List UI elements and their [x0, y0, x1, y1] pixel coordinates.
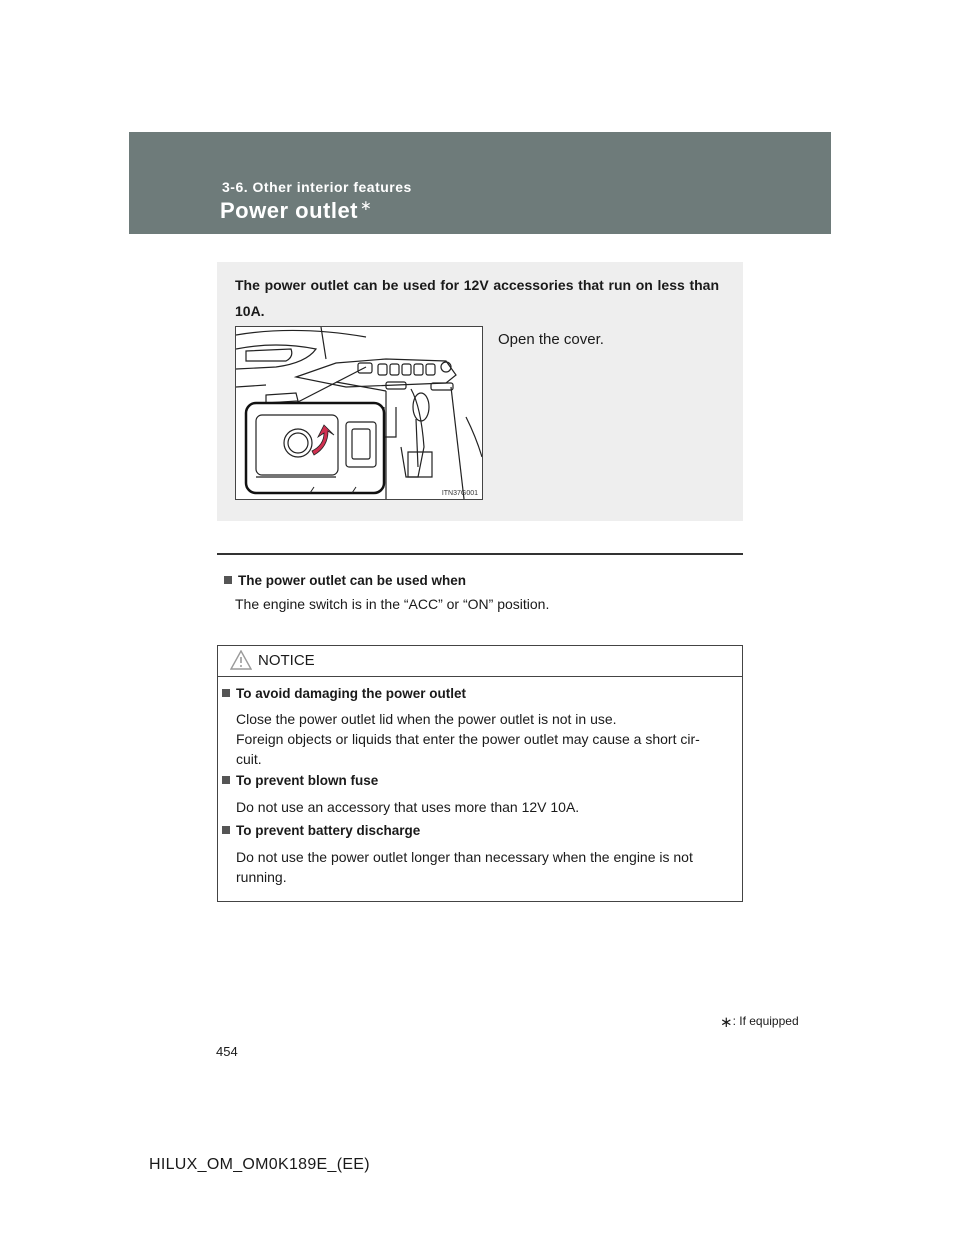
step-text: Open the cover. [498, 331, 604, 348]
notice-label: NOTICE [258, 652, 315, 669]
notice-item-heading-text: To prevent blown fuse [236, 773, 379, 788]
info-heading-text: The power outlet can be used when [238, 573, 467, 588]
if-equipped-mark: ∗ [360, 197, 373, 213]
info-heading [224, 573, 466, 588]
illustration-code: ITN37G001 [441, 490, 478, 497]
notice-item-heading-text: To avoid damaging the power outlet [236, 686, 467, 701]
notice-item-text: Foreign objects or liquids that enter the power outlet may cause a short cir- [236, 731, 700, 747]
notice-item-text: Do not use an accessory that uses more than 12V 10A. [236, 799, 580, 815]
notice-item-heading [222, 773, 378, 788]
page-title-text: Power outlet [220, 198, 359, 223]
notice-item-text: running. [236, 869, 287, 885]
page-number: 454 [216, 1044, 238, 1059]
intro-box [217, 262, 743, 521]
dashboard-drawing [236, 327, 482, 499]
square-bullet-icon [222, 776, 230, 784]
notice-box [217, 645, 743, 902]
notice-item-heading [222, 686, 466, 701]
square-bullet-icon [222, 689, 230, 697]
notice-item-text: cuit. [236, 751, 262, 767]
footnote-text: : If equipped [732, 1014, 799, 1028]
square-bullet-icon [222, 826, 230, 834]
power-outlet-illustration [235, 326, 483, 500]
section-title: 3-6. Other interior features [222, 179, 412, 195]
notice-header [218, 646, 742, 677]
notice-item-heading-text: To prevent battery discharge [236, 823, 421, 838]
footnote-mark: ∗ [720, 1014, 733, 1031]
footnote [720, 1013, 799, 1031]
intro-text: The power outlet can be used for 12V accessories that run on less than 10A. [235, 277, 719, 319]
document-id: HILUX_OM_OM0K189E_(EE) [149, 1156, 370, 1173]
page-header [129, 132, 831, 234]
warning-icon [230, 650, 252, 670]
divider [217, 553, 743, 555]
square-bullet-icon [224, 576, 232, 584]
notice-item-heading [222, 823, 420, 838]
page-title [220, 197, 372, 224]
info-text: The engine switch is in the “ACC” or “ON” position. [235, 596, 550, 612]
notice-item-text: Do not use the power outlet longer than necessary when the engine is not [236, 849, 693, 865]
notice-item-text: Close the power outlet lid when the power outlet is not in use. [236, 711, 617, 727]
